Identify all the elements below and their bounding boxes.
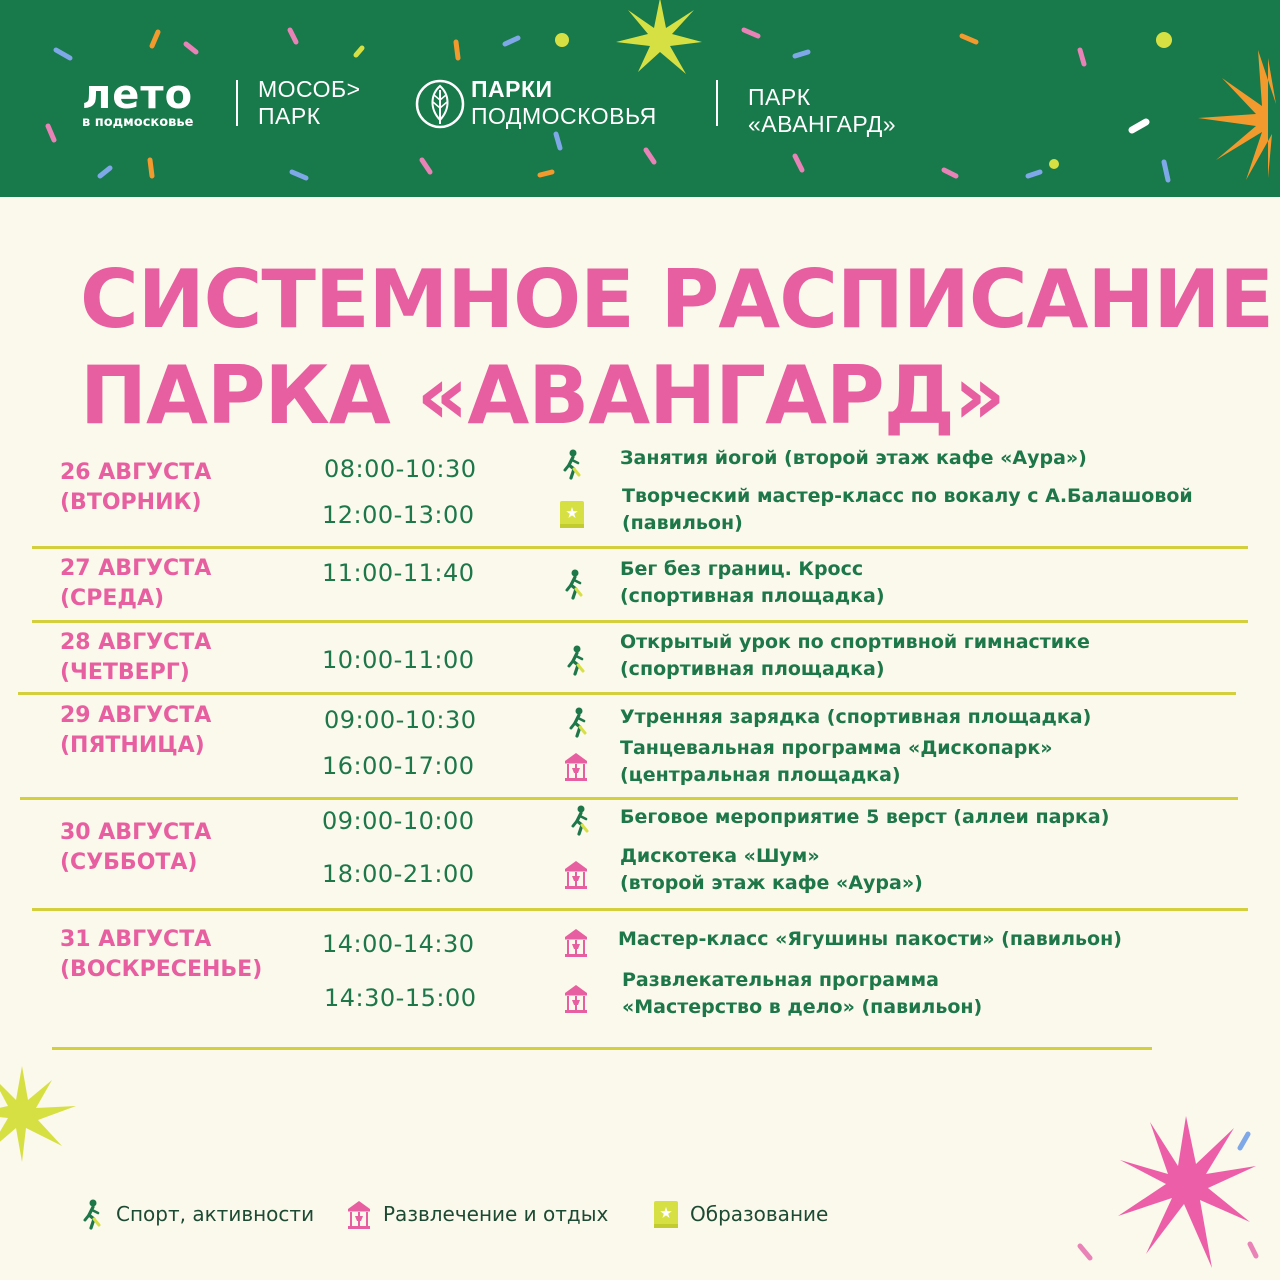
event-description xyxy=(620,445,1087,472)
event-line: (спортивная площадка) xyxy=(620,658,885,680)
event-line: Беговое мероприятие 5 верст (аллеи парка) xyxy=(620,806,1110,828)
event-line: (спортивная площадка) xyxy=(620,585,885,607)
event-line: «Мастерство в дело» (павильон) xyxy=(622,996,983,1018)
event-time: 08:00-10:30 xyxy=(324,455,477,483)
event-time: 11:00-11:40 xyxy=(322,559,475,587)
event-description xyxy=(620,704,1091,731)
day-date xyxy=(60,554,211,614)
event-description xyxy=(618,926,1122,953)
event-time: 09:00-10:00 xyxy=(322,807,475,835)
weekday-label: (ПЯТНИЦА) xyxy=(60,733,205,758)
event-description xyxy=(620,843,923,897)
burst-lime xyxy=(616,0,702,74)
carousel-icon xyxy=(562,982,590,1014)
event-line: Дискотека «Шум» xyxy=(620,845,820,867)
event-line: Открытый урок по спортивной гимнастике xyxy=(620,631,1090,653)
running-person-icon xyxy=(564,706,592,738)
legend-entertainment xyxy=(345,1196,608,1232)
running-person-icon xyxy=(560,568,588,600)
date-label: 27 АВГУСТА xyxy=(60,556,212,581)
event-line: Творческий мастер-класс по вокалу с А.Балашовой xyxy=(622,485,1193,507)
parki-podmoskovya-logo xyxy=(471,76,657,130)
event-description xyxy=(620,556,885,610)
legend-sport-label: Спорт, активности xyxy=(116,1202,315,1226)
day-date xyxy=(60,458,211,518)
page-title-line2: ПАРКА «АВАНГАРД» xyxy=(80,349,1005,442)
running-person-icon xyxy=(562,644,590,676)
page-title-line1: СИСТЕМНОЕ РАСПИСАНИЕ xyxy=(80,253,1274,346)
event-description xyxy=(622,967,982,1021)
weekday-label: (ЧЕТВЕРГ) xyxy=(60,660,190,685)
event-line: (павильон) xyxy=(622,512,743,534)
event-line: (второй этаж кафе «Аура») xyxy=(620,872,923,894)
event-line: Мастер-класс «Ягушины пакости» (павильон) xyxy=(618,928,1122,950)
event-line: Занятия йогой (второй этаж кафе «Аура») xyxy=(620,447,1087,469)
leto-logo xyxy=(82,72,194,130)
parki-logo-line2: ПОДМОСКОВЬЯ xyxy=(471,103,657,129)
event-time: 14:00-14:30 xyxy=(322,930,475,958)
parki-logo-line1: ПАРКИ xyxy=(471,76,553,102)
running-person-icon xyxy=(558,448,586,480)
carousel-icon xyxy=(562,750,590,782)
weekday-label: (ВОСКРЕСЕНЬЕ) xyxy=(60,957,263,982)
day-divider xyxy=(32,546,1248,549)
date-label: 28 АВГУСТА xyxy=(60,630,212,655)
day-divider xyxy=(52,1047,1152,1050)
park-avangard-logo xyxy=(748,84,896,138)
mosobl-logo-line2: ПАРК xyxy=(258,103,321,129)
day-divider xyxy=(20,797,1238,800)
legend-sport xyxy=(78,1196,314,1232)
event-time: 09:00-10:30 xyxy=(324,706,477,734)
event-line: (центральная площадка) xyxy=(620,764,901,786)
event-line: Танцевальная программа «Дископарк» xyxy=(620,737,1053,759)
day-date xyxy=(60,925,262,985)
weekday-label: (СРЕДА) xyxy=(60,586,165,611)
burst-pink-bottom xyxy=(1118,1116,1256,1268)
event-description xyxy=(620,735,1052,789)
burst-lime-bottom xyxy=(0,1066,76,1162)
event-time: 14:30-15:00 xyxy=(324,984,477,1012)
book-icon xyxy=(652,1198,680,1230)
park-logo-line1: ПАРК xyxy=(748,84,811,110)
day-divider xyxy=(18,692,1236,695)
date-label: 31 АВГУСТА xyxy=(60,927,212,952)
leto-logo-title: лето xyxy=(82,72,194,118)
event-line: Бег без границ. Кросс xyxy=(620,558,864,580)
leaf-emblem-icon xyxy=(415,78,465,130)
weekday-label: (ВТОРНИК) xyxy=(60,490,202,515)
date-label: 26 АВГУСТА xyxy=(60,460,212,485)
carousel-icon xyxy=(345,1198,373,1230)
event-time: 16:00-17:00 xyxy=(322,752,475,780)
day-date xyxy=(60,628,211,688)
day-date xyxy=(60,701,211,761)
date-label: 30 АВГУСТА xyxy=(60,820,212,845)
leto-logo-subtitle: в подмосковье xyxy=(82,115,194,130)
legend-education-label: Образование xyxy=(690,1202,829,1226)
book-icon xyxy=(558,498,586,530)
date-label: 29 АВГУСТА xyxy=(60,703,212,728)
running-person-icon xyxy=(78,1198,106,1230)
weekday-label: (СУББОТА) xyxy=(60,850,198,875)
event-description xyxy=(620,804,1109,831)
event-time: 18:00-21:00 xyxy=(322,860,475,888)
event-line: Развлекательная программа xyxy=(622,969,939,991)
event-description xyxy=(620,629,1090,683)
mosobl-logo-line1: МОСОБ> xyxy=(258,76,361,102)
running-person-icon xyxy=(566,804,594,836)
event-line: Утренняя зарядка (спортивная площадка) xyxy=(620,706,1092,728)
event-time: 10:00-11:00 xyxy=(322,646,475,674)
page-title xyxy=(80,252,1273,444)
mosobl-park-logo xyxy=(258,76,361,130)
park-logo-line2: «АВАНГАРД» xyxy=(748,111,897,137)
day-date xyxy=(60,818,211,878)
carousel-icon xyxy=(562,858,590,890)
logo-separator xyxy=(716,80,718,126)
event-description xyxy=(622,483,1193,537)
event-time: 12:00-13:00 xyxy=(322,501,475,529)
legend-education xyxy=(652,1196,828,1232)
day-divider xyxy=(32,908,1248,911)
carousel-icon xyxy=(562,926,590,958)
header-banner xyxy=(0,0,1280,197)
burst-orange xyxy=(1198,50,1276,180)
day-divider xyxy=(32,620,1248,623)
legend-entertainment-label: Развлечение и отдых xyxy=(383,1202,609,1226)
logo-separator xyxy=(236,80,238,126)
